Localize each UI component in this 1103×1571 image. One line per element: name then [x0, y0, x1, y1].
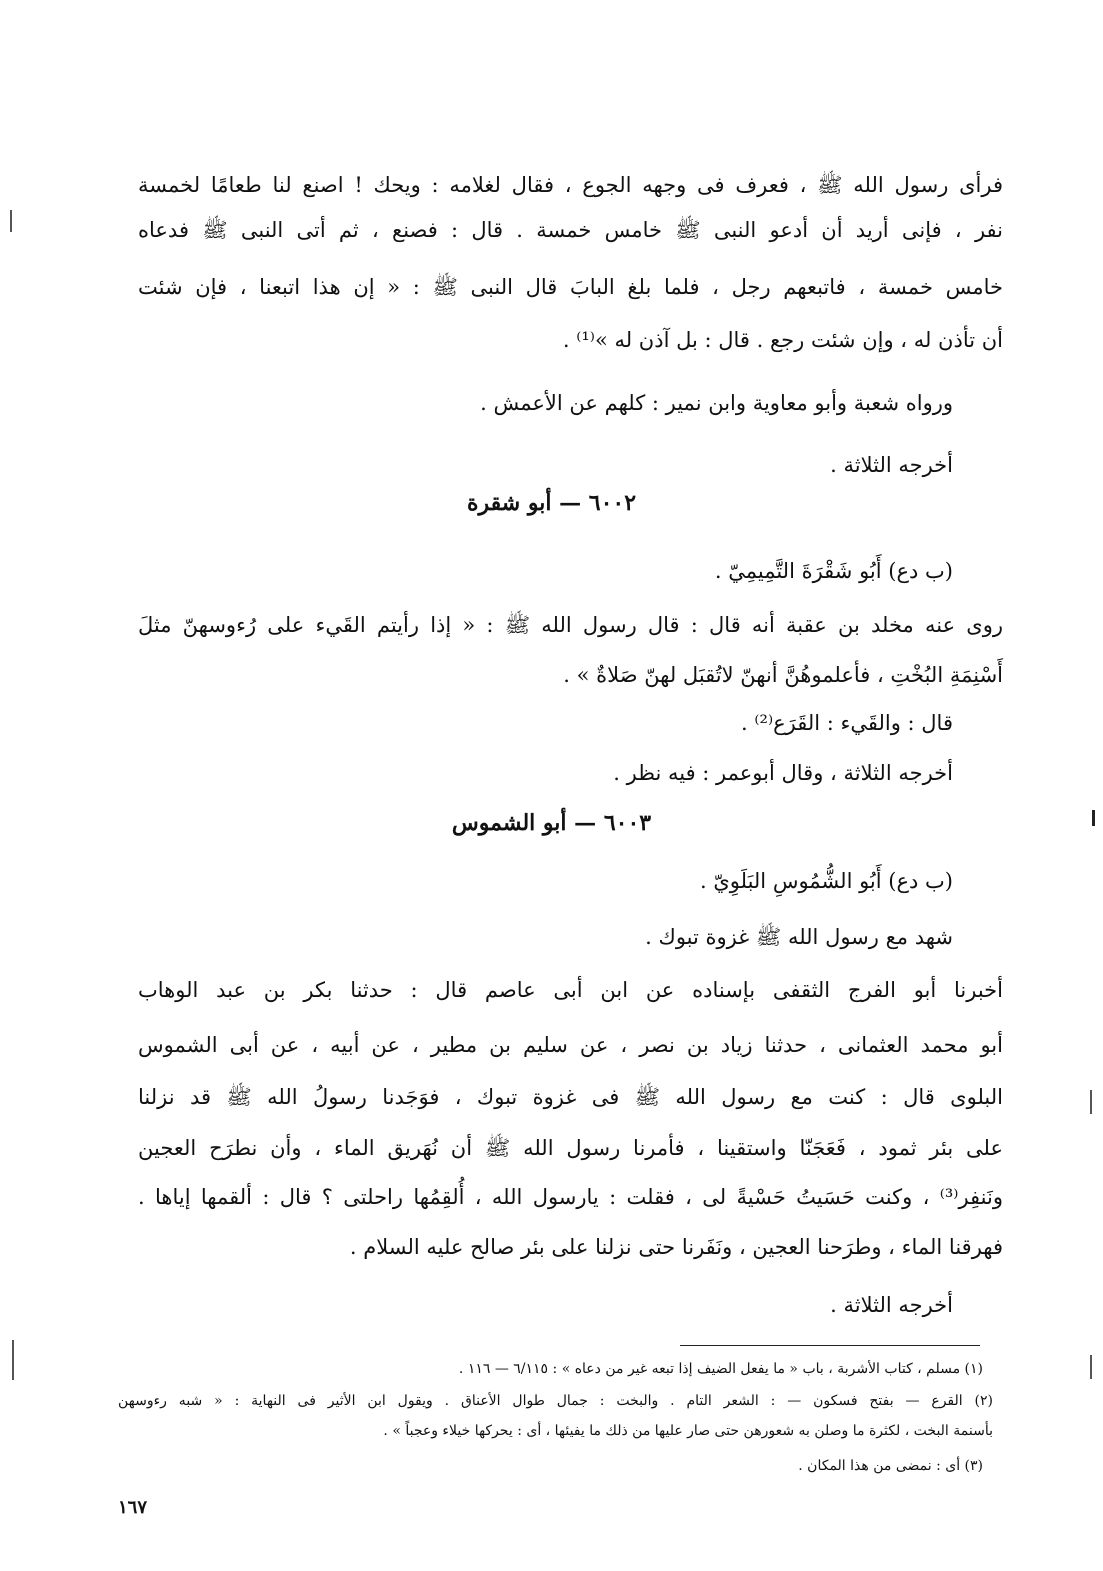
- body-line: البلوى قال : كنت مع رسول الله ﷺ فى غزوة تبوك ، فوَجَدنا رسولُ الله ﷺ قد نزلنا: [138, 1085, 1003, 1109]
- entry-heading-6003: ٦٠٠٣ — أبو الشموس: [451, 810, 652, 836]
- footnote: (٢) القرع — بفتح فسكون — : الشعر التام . والبخت : جمال طوال الأعناق . ويقول ابن الأثير فى النهاية : « شبه رءوسهن: [118, 1393, 993, 1409]
- body-line: شهد مع رسول الله ﷺ غزوة تبوك .: [645, 925, 953, 949]
- body-line: فهرقنا الماء ، وطرَحنا العجين ، ونَفَرنا حتى نزلنا على بئر صالح عليه السلام .: [349, 1235, 1003, 1259]
- scan-mark: [12, 1340, 14, 1380]
- footnote-rule: [680, 1345, 980, 1346]
- body-line: ورواه شعبة وأبو معاوية وابن نمير : كلهم عن الأعمش .: [480, 391, 953, 415]
- body-line: أبو محمد العثمانى ، حدثنا زياد بن نصر ، عن سليم بن مطير ، عن أبيه ، عن أبى الشموس: [138, 1033, 1003, 1057]
- body-line: نفر ، فإنى أريد أن أدعو النبى ﷺ خامس خمسة . قال : فصنع ، ثم أتى النبى ﷺ فدعاه: [138, 218, 1003, 242]
- scan-mark: [1090, 1355, 1092, 1379]
- page-number: ١٦٧: [118, 1497, 148, 1518]
- body-line: أخبرنا أبو الفرج الثقفى بإسناده عن ابن أبى عاصم قال : حدثنا بكر بن عبد الوهاب: [138, 978, 1003, 1002]
- body-line: أخرجه الثلاثة .: [830, 453, 953, 477]
- scan-mark: [1090, 1090, 1092, 1114]
- entry-title-line: (ب دع) أَبُو الشُّمُوسِ البَلَوِيّ .: [699, 869, 953, 893]
- body-line: فرأى رسول الله ﷺ ، فعرف فى وجهه الجوع ، فقال لغلامه : ويحك ! اصنع لنا طعامًا لخمسة: [138, 173, 1003, 197]
- body-line: أخرجه الثلاثة .: [830, 1293, 953, 1317]
- scan-mark: [10, 210, 12, 232]
- footnote: بأسنمة البخت ، لكثرة ما وصلن به شعورهن حتى صار عليها من ذلك ما يفيئها ، أى : يحركها خيلاء وعجباً » .: [383, 1423, 993, 1439]
- body-line: ونَنفِر⁽³⁾ ، وكنت حَسَيتُ حَسْيةً لى ، فقلت : يارسول الله ، أُلقِمُها راحلتى ؟ قال : ألقمها إياها .: [138, 1185, 1003, 1209]
- body-line: أن تأذن له ، وإن شئت رجع . قال : بل آذن له »⁽¹⁾ .: [562, 328, 1003, 352]
- entry-title-line: (ب دع) أَبُو شَقْرَةَ التَّمِيمِيّ .: [714, 559, 953, 583]
- body-line: روى عنه مخلد بن عقبة أنه قال : قال رسول الله ﷺ : « إذا رأيتم القَيء على رُءوسهنّ مثلَ: [138, 613, 1003, 637]
- body-line: خامس خمسة ، فاتبعهم رجل ، فلما بلغ البابَ قال النبى ﷺ : « إن هذا اتبعنا ، فإن شئت: [138, 275, 1003, 299]
- body-line: أخرجه الثلاثة ، وقال أبوعمر : فيه نظر .: [613, 761, 953, 785]
- body-line: على بئر ثمود ، فَعَجَنّا واستقينا ، فأمرنا رسول الله ﷺ أن نُهَريق الماء ، وأن نطرَح العجين: [138, 1136, 1003, 1160]
- scan-mark: [1092, 810, 1095, 826]
- footnote: (١) مسلم ، كتاب الأشربة ، باب « ما يفعل الضيف إذا تبعه غير من دعاه » : ٦/١١٥ — ١١٦ .: [458, 1361, 983, 1377]
- footnote: (٣) أى : نمضى من هذا المكان .: [798, 1458, 983, 1474]
- body-line: قال : والقَيء : القَرَع⁽²⁾ .: [741, 711, 953, 735]
- entry-heading-6002: ٦٠٠٢ — أبو شقرة: [466, 490, 637, 516]
- body-line: أَسْنِمَةِ البُخْتِ ، فأعلموهُنَّ أنهنّ لاتُقبَل لهنّ صَلاةٌ » .: [563, 663, 1003, 687]
